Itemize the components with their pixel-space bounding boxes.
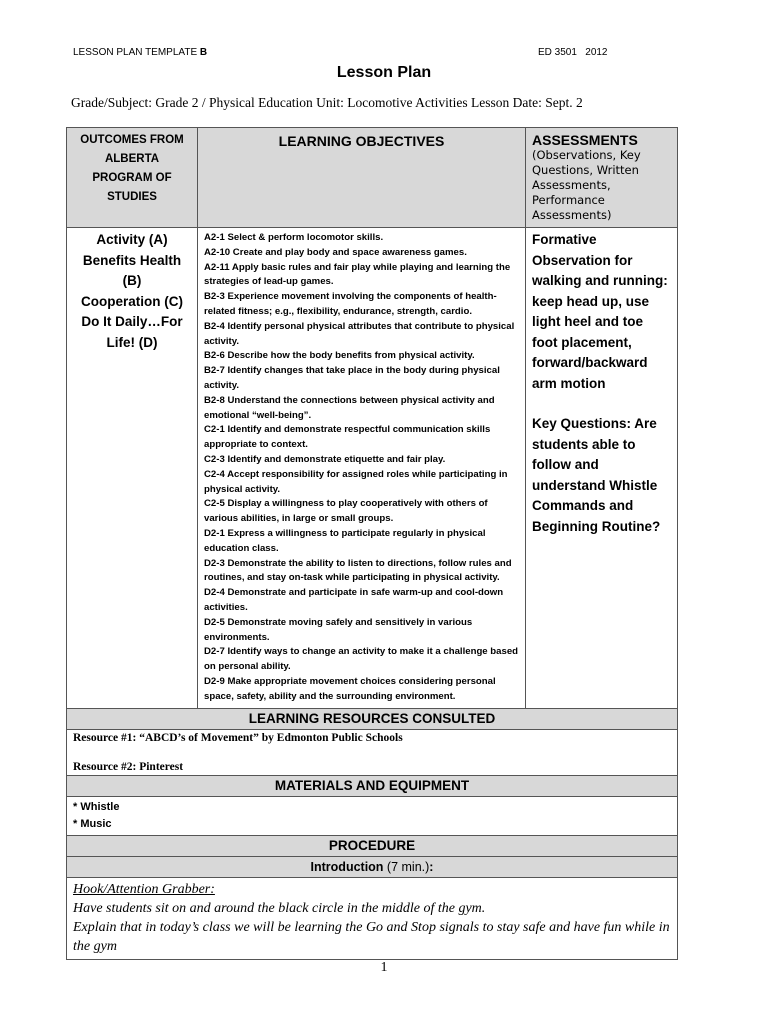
grade-subject-line: Grade/Subject: Grade 2 / Physical Education Unit: Locomotive Activities Lesson Date: Sept. 2 bbox=[71, 95, 583, 110]
objective-item: A2-1 Select & perform locomotor skills. bbox=[204, 232, 384, 243]
objective-item: B2-8 Understand the connections between physical activity and emotional “well-being”. bbox=[204, 394, 495, 421]
material-item: * Music bbox=[73, 817, 112, 830]
intro-time: (7 min.) bbox=[386, 859, 430, 874]
key-questions: Key Questions: Are students able to follow and understand Whistle Commands and Beginning Routine? bbox=[532, 416, 661, 534]
objective-item: C2-5 Display a willingness to play cooperatively with others of various abilities, in large or small groups. bbox=[204, 498, 488, 525]
objective-item: D2-1 Express a willingness to participate regularly in physical education class. bbox=[204, 527, 486, 554]
materials-header: MATERIALS AND EQUIPMENT bbox=[67, 775, 678, 796]
outcomes-header-line: STUDIES bbox=[107, 191, 157, 203]
procedure-header: PROCEDURE bbox=[67, 835, 678, 856]
objective-item: C2-1 Identify and demonstrate respectful communication skills appropriate to context. bbox=[204, 424, 491, 451]
assessments-subtitle: (Observations, Key Questions, Written Assessments, Performance Assessments) bbox=[532, 148, 641, 222]
assessments-title: ASSESSMENTS bbox=[532, 132, 638, 148]
objective-item: C2-3 Identify and demonstrate etiquette and fair play. bbox=[204, 453, 446, 465]
objective-item: B2-3 Experience movement involving the components of health-related fitness; e.g., flexibility, endurance, strength, cardio. bbox=[204, 291, 497, 317]
course-label: ED 3501 2012 bbox=[538, 47, 608, 58]
template-label: LESSON PLAN TEMPLATE B bbox=[73, 47, 208, 58]
assessments-header bbox=[526, 128, 678, 228]
resources-cell bbox=[67, 729, 678, 775]
page-number: 1 bbox=[380, 960, 388, 975]
outcome-line: (B) bbox=[122, 273, 142, 288]
hook-line: Have students sit on and around the black circle in the middle of the gym. bbox=[73, 900, 486, 916]
introduction-header bbox=[67, 856, 678, 877]
materials-header-row bbox=[67, 775, 678, 796]
resources-header: LEARNING RESOURCES CONSULTED bbox=[67, 708, 678, 729]
hook-row bbox=[67, 877, 678, 959]
objective-item: B2-4 Identify personal physical attributes that contribute to physical activity. bbox=[204, 320, 515, 347]
materials-row bbox=[67, 796, 678, 835]
objectives-header: LEARNING OBJECTIVES bbox=[198, 128, 526, 228]
objective-item: A2-10 Create and play body and space awareness games. bbox=[204, 246, 467, 258]
outcome-line: Do It Daily…For bbox=[81, 314, 183, 329]
assessments-cell bbox=[526, 228, 678, 709]
objective-item: A2-11 Apply basic rules and fair play while playing and learning the strategies of lead-up games. bbox=[204, 261, 511, 288]
outcomes-header bbox=[67, 128, 198, 228]
outcomes-header-line: PROGRAM OF bbox=[92, 172, 172, 184]
introduction-row bbox=[67, 856, 678, 877]
objective-item: B2-7 Identify changes that take place in the body during physical activity. bbox=[204, 365, 500, 391]
outcome-line: Life! (D) bbox=[106, 334, 158, 350]
objectives-cell bbox=[198, 228, 526, 709]
content-row bbox=[67, 228, 678, 709]
resources-row bbox=[67, 729, 678, 775]
resource-1: Resource #1: “ABCD’s of Movement” by Edmonton Public Schools bbox=[73, 731, 403, 744]
objective-item: B2-6 Describe how the body benefits from physical activity. bbox=[204, 350, 475, 362]
outcomes-header-line: ALBERTA bbox=[104, 153, 160, 165]
outcome-line: Benefits Health bbox=[82, 252, 182, 268]
hook-title: Hook/Attention Grabber: bbox=[73, 881, 215, 897]
outcomes-cell bbox=[67, 228, 198, 709]
objective-item: D2-3 Demonstrate the ability to listen to directions, follow rules and routines, and stay on-task while participating in physical activity. bbox=[204, 557, 512, 584]
spacer bbox=[532, 394, 671, 414]
intro-colon: : bbox=[429, 859, 434, 874]
materials-cell bbox=[67, 796, 678, 835]
objective-item: D2-4 Demonstrate and participate in safe warm-up and cool-down activities. bbox=[204, 587, 504, 613]
objective-item: D2-7 Identify ways to change an activity to make it a challenge based on personal ability. bbox=[204, 646, 519, 673]
resources-header-row bbox=[67, 708, 678, 729]
objective-item: C2-4 Accept responsibility for assigned roles while participating in physical activity. bbox=[204, 468, 508, 495]
objective-item: D2-9 Make appropriate movement choices considering personal space, safety, ability and the surrounding environment. bbox=[204, 675, 496, 702]
material-item: * Whistle bbox=[73, 800, 120, 813]
table-header-row bbox=[67, 128, 678, 228]
outcomes-header-line: OUTCOMES FROM bbox=[80, 134, 184, 146]
resource-2: Resource #2: Pinterest bbox=[73, 760, 184, 773]
objective-item: D2-5 Demonstrate moving safely and sensitively in various environments. bbox=[204, 616, 473, 643]
outcome-line: Activity (A) bbox=[96, 232, 168, 247]
procedure-header-row bbox=[67, 835, 678, 856]
hook-cell bbox=[67, 877, 678, 959]
hook-line: Explain that in today’s class we will be learning the Go and Stop signals to stay safe and have fun while in the gym bbox=[73, 919, 670, 954]
intro-label: Introduction bbox=[310, 859, 384, 874]
page-title: Lesson Plan bbox=[336, 64, 432, 81]
lesson-plan-table bbox=[66, 127, 678, 960]
formative-assessment: Formative Observation for walking and running: keep head up, use light heel and toe foot placement, forward/backward arm motion bbox=[532, 232, 668, 391]
outcome-line: Cooperation (C) bbox=[81, 293, 183, 309]
